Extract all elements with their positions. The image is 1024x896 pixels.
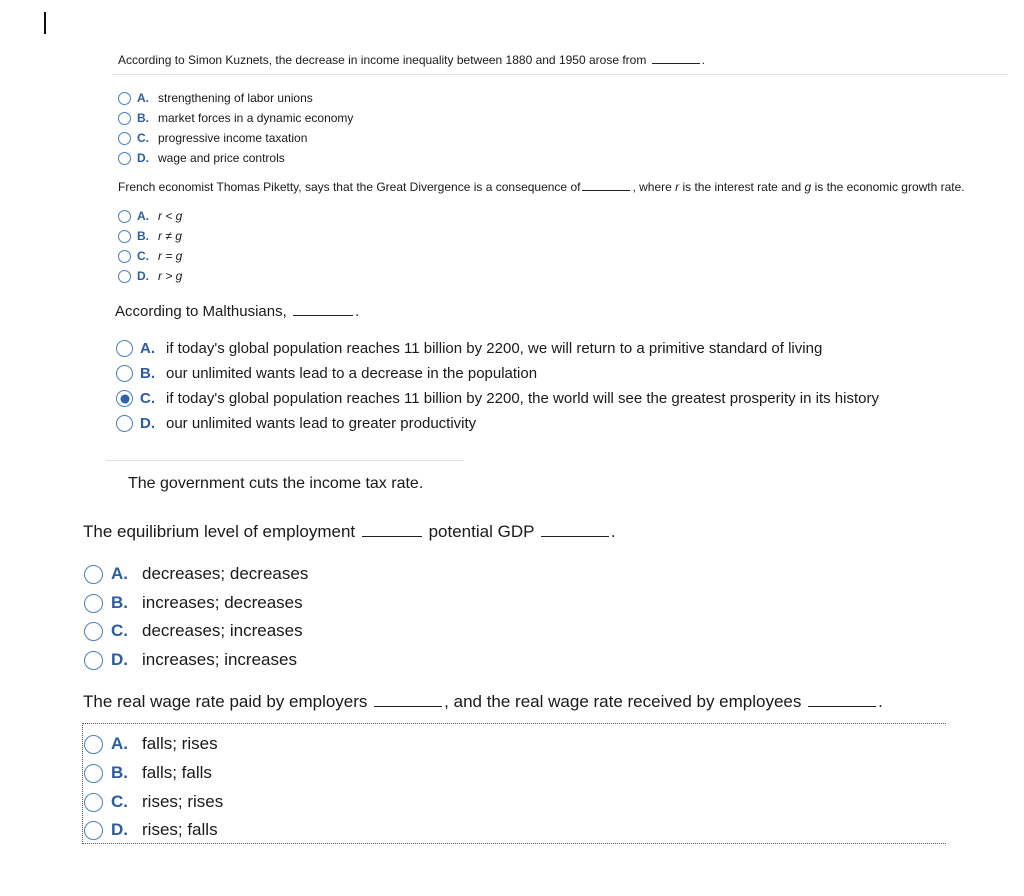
radio-button[interactable] — [84, 651, 103, 670]
q1-option-a[interactable] — [118, 91, 313, 105]
option-letter: A. — [140, 340, 155, 357]
option-letter: B. — [137, 229, 149, 243]
q2-option-a[interactable] — [118, 209, 182, 223]
radio-button[interactable] — [116, 365, 133, 382]
radio-button[interactable] — [116, 415, 133, 432]
question-4-prompt: The equilibrium level of employment potential GDP . — [83, 522, 616, 541]
q5-option-b[interactable] — [84, 763, 212, 783]
radio-button[interactable] — [116, 340, 133, 357]
option-text: decreases; decreases — [142, 564, 309, 583]
q1-option-d[interactable] — [118, 151, 285, 165]
option-text: if today's global population reaches 11 billion by 2200, we will return to a primitive standard of living — [166, 340, 823, 357]
option-text: r ≠ g — [158, 229, 182, 243]
radio-button[interactable] — [118, 92, 131, 105]
radio-button[interactable] — [84, 622, 103, 641]
radio-button[interactable] — [84, 735, 103, 754]
option-letter: C. — [137, 131, 149, 145]
q4-option-c[interactable] — [84, 621, 303, 641]
option-letter: D. — [137, 269, 149, 283]
question-4-intro: The government cuts the income tax rate. — [128, 475, 424, 492]
radio-button[interactable] — [118, 132, 131, 145]
option-text: wage and price controls — [158, 151, 285, 165]
option-text: rises; rises — [142, 792, 224, 811]
q4-option-d[interactable] — [84, 650, 297, 670]
option-text: falls; rises — [142, 734, 218, 753]
option-letter: A. — [137, 91, 149, 105]
option-letter: D. — [140, 415, 155, 432]
radio-button[interactable] — [118, 250, 131, 263]
option-letter: C. — [140, 390, 155, 407]
q3-option-c[interactable] — [116, 390, 879, 407]
q5-option-d[interactable] — [84, 820, 218, 840]
radio-button[interactable] — [118, 270, 131, 283]
radio-button[interactable] — [84, 793, 103, 812]
option-letter: B. — [111, 593, 128, 612]
q1-option-b[interactable] — [118, 111, 353, 125]
radio-button[interactable] — [84, 594, 103, 613]
option-text: increases; decreases — [142, 593, 303, 612]
divider — [106, 460, 464, 461]
q3-option-a[interactable] — [116, 340, 822, 357]
option-text: if today's global population reaches 11 billion by 2200, the world will see the greatest prosperity in its history — [166, 390, 879, 407]
radio-button[interactable] — [118, 210, 131, 223]
text-cursor — [44, 12, 46, 34]
q2-option-c[interactable] — [118, 249, 182, 263]
q3-option-b[interactable] — [116, 365, 537, 382]
option-letter: B. — [137, 111, 149, 125]
option-letter: A. — [111, 564, 128, 583]
option-letter: C. — [111, 792, 128, 811]
option-letter: A. — [137, 209, 149, 223]
radio-button[interactable] — [118, 112, 131, 125]
option-letter: C. — [137, 249, 149, 263]
option-letter: D. — [111, 820, 128, 839]
radio-button[interactable] — [118, 152, 131, 165]
option-letter: A. — [111, 734, 128, 753]
option-letter: B. — [140, 365, 155, 382]
q5-option-c[interactable] — [84, 792, 223, 812]
option-letter: C. — [111, 621, 128, 640]
question-3-prompt: According to Malthusians, . — [115, 303, 360, 320]
radio-button-selected[interactable] — [116, 390, 133, 407]
option-text: market forces in a dynamic economy — [158, 111, 354, 125]
question-1-prompt: According to Simon Kuznets, the decrease in income inequality between 1880 and 1950 arose from . — [118, 53, 706, 67]
option-text: our unlimited wants lead to a decrease in the population — [166, 365, 538, 382]
option-text: rises; falls — [142, 820, 218, 839]
q2-option-b[interactable] — [118, 229, 182, 243]
radio-button[interactable] — [84, 565, 103, 584]
q1-option-c[interactable] — [118, 131, 307, 145]
option-text: progressive income taxation — [158, 131, 308, 145]
q4-option-a[interactable] — [84, 564, 308, 584]
option-text: decreases; increases — [142, 621, 303, 640]
option-text: r > g — [158, 269, 183, 283]
option-text: falls; falls — [142, 763, 212, 782]
radio-button[interactable] — [118, 230, 131, 243]
q4-option-b[interactable] — [84, 593, 303, 613]
option-letter: B. — [111, 763, 128, 782]
question-5-prompt: The real wage rate paid by employers , and the real wage rate received by employees . — [83, 692, 883, 711]
option-text: increases; increases — [142, 650, 297, 669]
question-2-prompt: French economist Thomas Piketty, says that the Great Divergence is a consequence of , where r is the interest rate and g is the economic growth rate. — [118, 180, 965, 194]
q2-option-d[interactable] — [118, 269, 182, 283]
option-letter: D. — [137, 151, 149, 165]
option-text: our unlimited wants lead to greater productivity — [166, 415, 477, 432]
radio-button[interactable] — [84, 821, 103, 840]
option-text: r = g — [158, 249, 183, 263]
option-text: strengthening of labor unions — [158, 91, 313, 105]
q5-option-a[interactable] — [84, 734, 218, 754]
option-letter: D. — [111, 650, 128, 669]
radio-button[interactable] — [84, 764, 103, 783]
q3-option-d[interactable] — [116, 415, 476, 432]
option-text: r < g — [158, 209, 183, 223]
divider — [112, 74, 1008, 75]
